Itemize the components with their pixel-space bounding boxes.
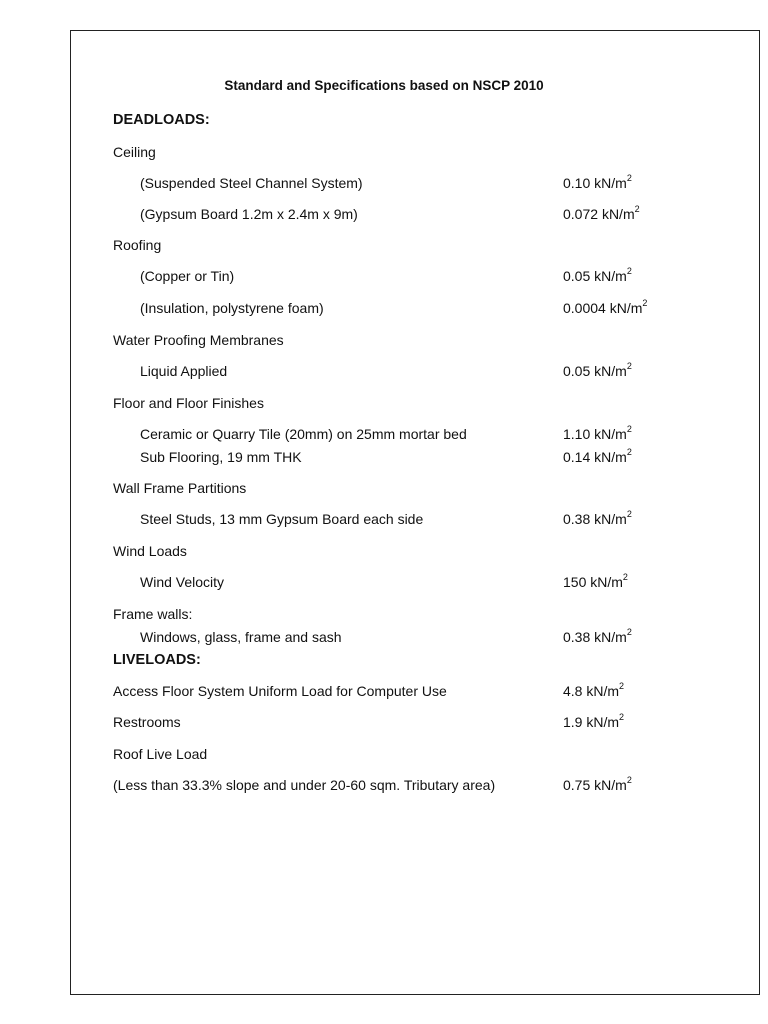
spec-value: 0.75 $kN/m^2$ <box>563 775 632 793</box>
liveloads-heading: LIVELOADS: <box>113 652 201 668</box>
load-value: 0.10 <box>563 175 591 191</box>
load-value: 0.05 <box>563 363 591 379</box>
load-value: 0.0004 <box>563 300 606 316</box>
load-value: 0.05 <box>563 268 591 284</box>
load-value: 1.10 <box>563 426 591 442</box>
spec-label: Ceiling <box>113 144 156 160</box>
spec-value: 0.10 $kN/m^2$ <box>563 173 632 191</box>
spec-value: 1.10 $kN/m^2$ <box>563 424 632 442</box>
unit-exponent: 2 <box>626 424 632 434</box>
load-value: 0.38 <box>563 629 591 645</box>
unit-exponent: 2 <box>619 681 625 691</box>
spec-label: (Copper or Tin) <box>140 268 235 284</box>
load-value: 4.8 <box>563 683 583 699</box>
spec-label: Wall Frame Partitions <box>113 480 247 496</box>
spec-label: (Suspended Steel Channel System) <box>140 175 363 191</box>
spec-value: 0.38 $kN/m^2$ <box>563 509 632 527</box>
spec-value: 0.0004 $kN/m^2$ <box>563 298 648 316</box>
spec-label: Wind Loads <box>113 543 187 559</box>
spec-value: 1.9 $kN/m^2$ <box>563 712 625 730</box>
spec-label: (Insulation, polystyrene foam) <box>140 300 324 316</box>
spec-label: Roofing <box>113 237 162 253</box>
unit-exponent: 2 <box>619 712 625 722</box>
unit-exponent: 2 <box>642 298 648 308</box>
unit-exponent: 2 <box>634 204 640 214</box>
unit-exponent: 2 <box>622 572 628 582</box>
spec-label: Wind Velocity <box>140 574 225 590</box>
spec-label: Restrooms <box>113 714 181 730</box>
load-value: 0.38 <box>563 511 591 527</box>
deadloads-heading: DEADLOADS: <box>113 112 210 128</box>
load-value: 0.072 <box>563 206 599 222</box>
spec-value: 0.05 $kN/m^2$ <box>563 361 632 379</box>
spec-value: 150 $kN/m^2$ <box>563 572 628 590</box>
unit-exponent: 2 <box>626 266 632 276</box>
spec-label: Steel Studs, 13 mm Gypsum Board each side <box>140 511 424 527</box>
spec-label: (Less than 33.3% slope and under 20-60 sqm. Tributary area) <box>113 777 496 793</box>
unit-exponent: 2 <box>626 627 632 637</box>
spec-value: 0.38 $kN/m^2$ <box>563 627 632 645</box>
spec-label: Roof Live Load <box>113 746 208 762</box>
unit-exponent: 2 <box>626 447 632 457</box>
spec-value: 0.05 $kN/m^2$ <box>563 266 632 284</box>
unit-exponent: 2 <box>626 361 632 371</box>
load-value: 0.75 <box>563 777 591 793</box>
unit-exponent: 2 <box>626 173 632 183</box>
load-value: 150 <box>563 574 587 590</box>
load-value: 1.9 <box>563 714 583 730</box>
spec-label: Floor and Floor Finishes <box>113 395 264 411</box>
unit-exponent: 2 <box>626 509 632 519</box>
spec-label: Frame walls: <box>113 606 193 622</box>
spec-value: 0.072 $kN/m^2$ <box>563 204 640 222</box>
document-title: Standard and Specifications based on NSCP 2010 <box>224 78 544 93</box>
spec-label: Windows, glass, frame and sash <box>140 629 342 645</box>
spec-label: Water Proofing Membranes <box>113 332 284 348</box>
spec-label: Ceramic or Quarry Tile (20mm) on 25mm mortar bed <box>140 426 467 442</box>
spec-label: (Gypsum Board 1.2m x 2.4m x 9m) <box>140 206 358 222</box>
load-value: 0.14 <box>563 449 591 465</box>
spec-label: Access Floor System Uniform Load for Computer Use <box>113 683 447 699</box>
spec-label: Sub Flooring, 19 mm THK <box>140 449 302 465</box>
spec-value: 4.8 $kN/m^2$ <box>563 681 625 699</box>
spec-value: 0.14 $kN/m^2$ <box>563 447 632 465</box>
spec-label: Liquid Applied <box>140 363 228 379</box>
unit-exponent: 2 <box>626 775 632 785</box>
